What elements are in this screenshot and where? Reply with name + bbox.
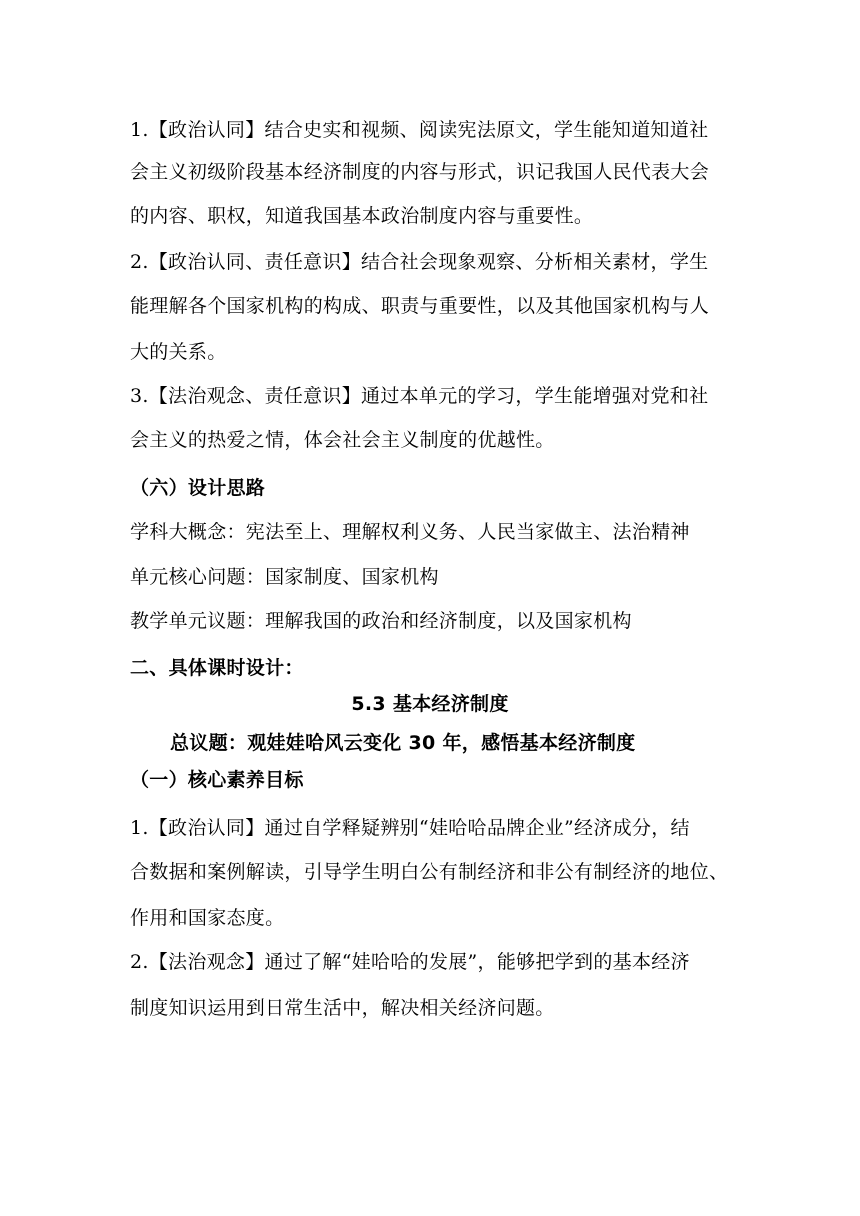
objective-3-line-1: 3.【法治观念、责任意识】通过本单元的学习，学生能增强对党和社 bbox=[130, 385, 709, 407]
core-question-line: 单元核心问题：国家制度、国家机构 bbox=[130, 566, 439, 588]
objective-1-line-3: 的内容、职权，知道我国基本政治制度内容与重要性。 bbox=[130, 205, 594, 227]
design-heading: （六）设计思路 bbox=[130, 477, 266, 499]
goal-1-line-2: 合数据和案例解读，引导学生明白公有制经济和非公有制经济的地位、 bbox=[130, 861, 729, 883]
general-topic: 总议题：观娃娃哈风云变化 30 年，感悟基本经济制度 bbox=[170, 732, 636, 754]
objective-2-line-3: 大的关系。 bbox=[130, 341, 227, 363]
objective-3-line-2: 会主义的热爱之情，体会社会主义制度的优越性。 bbox=[130, 429, 555, 451]
objective-2-line-1: 2.【政治认同、责任意识】结合社会现象观察、分析相关素材，学生 bbox=[130, 251, 709, 273]
unit-topic-line: 教学单元议题：理解我国的政治和经济制度，以及国家机构 bbox=[130, 610, 632, 632]
goal-2-line-2: 制度知识运用到日常生活中，解决相关经济问题。 bbox=[130, 997, 555, 1019]
big-concept-line: 学科大概念：宪法至上、理解权利义务、人民当家做主、法治精神 bbox=[130, 521, 690, 543]
lesson-section-heading: 二、具体课时设计： bbox=[130, 657, 304, 679]
goal-1-line-1: 1.【政治认同】通过自学释疑辨别“娃哈哈品牌企业”经济成分，结 bbox=[130, 817, 690, 839]
objective-2-line-2: 能理解各个国家机构的构成、职责与重要性，以及其他国家机构与人 bbox=[130, 295, 710, 317]
lesson-title: 5.3 基本经济制度 bbox=[351, 693, 509, 715]
goal-2-line-1: 2.【法治观念】通过了解“娃哈哈的发展”，能够把学到的基本经济 bbox=[130, 951, 690, 973]
goals-heading: （一）核心素养目标 bbox=[130, 769, 304, 791]
objective-1-line-1: 1.【政治认同】结合史实和视频、阅读宪法原文，学生能知道知道社 bbox=[130, 119, 709, 141]
objective-1-line-2: 会主义初级阶段基本经济制度的内容与形式，识记我国人民代表大会 bbox=[130, 161, 710, 183]
goal-1-line-3: 作用和国家态度。 bbox=[130, 907, 285, 929]
